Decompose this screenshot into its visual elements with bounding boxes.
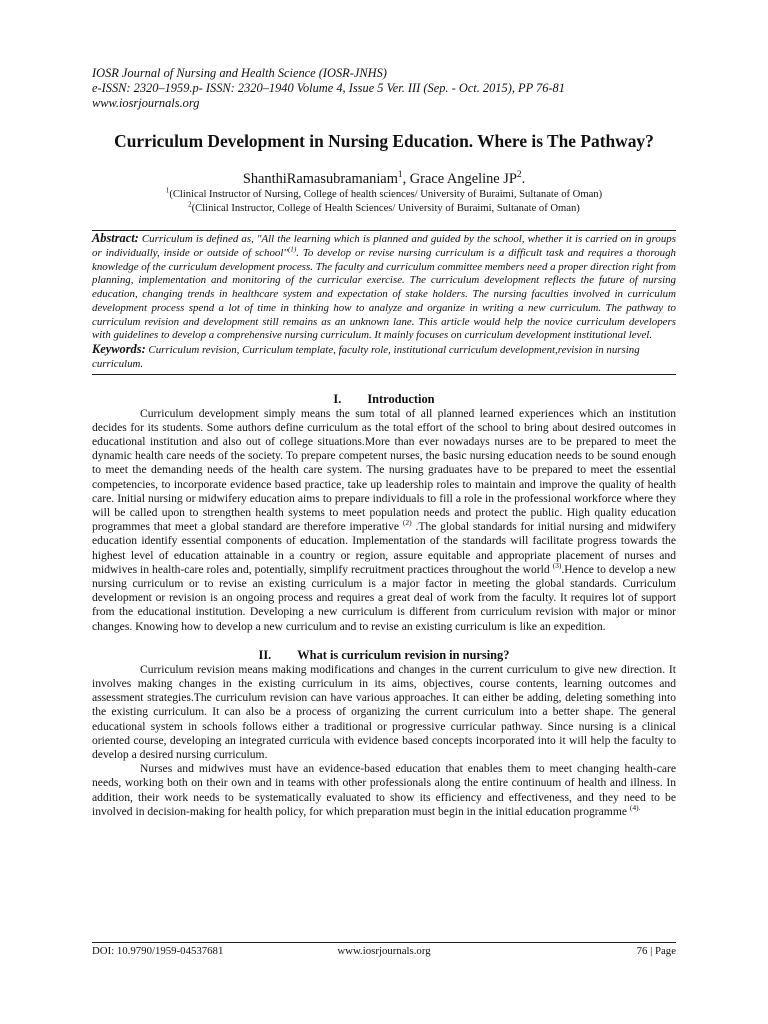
affiliation-1-mark: 1 [165,187,170,195]
citation-4: (4). [629,802,641,812]
footer-doi: DOI: 10.9790/1959-04537681 [92,945,224,957]
affiliation-2-text: (Clinical Instructor, College of Health Sciences/ University of Buraimi, Sultanate of Oman) [191,203,580,214]
author-2: Grace Angeline JP [409,171,517,187]
section-heading-introduction [92,392,676,407]
affiliation-2 [92,202,676,216]
intro-text-part-2: .The global standards for initial nursing and midwifery education identify essential components of education. Implementation of the standards will facilitate progress towards the highest level of education attainable in a country or region, assure equitable and appropriate placement of nurses and midwives in health-care roles and, potentially, simplify recruitment practices throughout the world [92,520,676,576]
author-2-affil-mark: 2 [516,170,522,181]
footer-page-number: 76 | Page [636,945,676,957]
paper-page [92,66,676,819]
abstract-text-part-1: Curriculum is defined as, "All the learning which is planned and guided by the school, whether it is carried on in groups or individually, inside or outside of school" [92,233,676,259]
citation-2: (2) [402,518,412,528]
introduction-paragraph [92,407,676,634]
section-2-title: What is curriculum revision in nursing? [297,647,510,662]
abstract-block [92,230,676,375]
affiliation-2-mark: 2 [188,201,192,209]
keywords-text: Curriculum revision, Curriculum template, faculty role, institutional curriculum development,revision in nursing curriculum. [92,344,640,370]
section-1-title: Introduction [367,391,435,406]
revision-paragraph-1: Curriculum revision means making modifications and changes in the current curriculum to give new direction. It involves making changes in the existing curriculum in its aims, objectives, course contents, learning outcomes and assessment strategies.The curriculum revision can have various approaches. It can either be adding, deleting something into the existing curriculum. It can also be a process of organizing the current curriculum into a better shape. The general educational system in schools follows either a traditional or progressive curricular pathway. Since nursing is a clinical oriented course, developing an integrated curricula with evidence based concepts incorporated into it will help the faculty to develop a desired nursing curriculum. [92,662,676,761]
footer-website: www.iosrjournals.org [337,945,431,957]
author-line [92,170,676,188]
abstract-label: Abstract: [92,231,139,245]
author-1: ShanthiRamasubramaniam [242,171,398,187]
affiliation-1 [92,188,676,202]
intro-text-part-1: Curriculum development simply means the sum total of all planned learned experiences which an institution decides for its students. Some authors define curriculum as the total effort of the school to bring about desired outcomes in educational institution and also out of college situations.More than ever nowadays nurses are to be prepared to meet the dynamic health care needs of the society. To prepare competent nurses, the basic nursing education needs to be sound enough to meet the demanding needs of the health care system. The nursing graduates have to be prepared to meet the essential competencies, to incorporate evidence based practice, take up leadership roles to maintain and improve the quality of health care. Initial nursing or midwifery education aims to prepare individuals to fill a role in the professional workforce where they will be called upon to strengthen health systems to meet population needs and protect the public. High quality education programmes that meet a global standard are therefore imperative [92,406,676,534]
page-footer [92,942,676,957]
affiliation-1-text: (Clinical Instructor of Nursing, College of health sciences/ University of Buraimi, Sultanate of Oman) [169,189,603,200]
author-separator: , [402,171,410,187]
section-2-number: II. [258,647,272,662]
author-line-end: . [521,171,526,187]
abstract-text-part-2: . To develop or revise nursing curriculum is a difficult task and requires a thorough knowledge of the curriculum development process. The faculty and curriculum committee members need a proper direction right from planning, implementation and monitoring of the curricular exercise. The curriculum development reflects the future of nursing education, changing trends in healthcare system and expectation of stake holders. The nursing faculties involved in curriculum development process spend a lot of time in thinking how to analyze and organize in writing a new curriculum. The pathway to curriculum revision and development still remains as an unknown lane. This article would help the novice curriculum developers with guidelines to develop a comprehensive nursing curriculum. It mainly focuses on curriculum development institutional level. [92,246,676,342]
journal-website: www.iosrjournals.org [92,96,200,110]
keywords [92,343,676,372]
section-1-number: I. [333,391,342,406]
paper-title: Curriculum Development in Nursing Education. Where is The Pathway? [114,131,654,151]
revision-p2-text: Nurses and midwives must have an evidence-based education that enables them to meet changing health-care needs, working both on their own and in teams with other professionals along the entire continuum of health and illness. In addition, their work needs to be systematically evaluated to show its efficiency and effectiveness, and they need to be involved in decision-making for health policy, for which preparation must begin in the initial education programme [92,762,676,818]
section-heading-curriculum-revision [92,648,676,663]
abstract [92,232,676,343]
keywords-label: Keywords: [92,342,146,356]
author-1-affil-mark: 1 [397,170,403,181]
intro-text-part-3: .Hence to develop a new nursing curriculum or to revise an existing curriculum is a major factor in meeting the global standards. Curriculum development or revision is an ongoing process and requires a great deal of work from the faculty. It requires lot of support from the educational institution. Developing a new curriculum is different from curriculum revision with major or minor changes. Knowing how to develop a new curriculum and to revise an existing curriculum is like an expedition. [92,562,677,633]
journal-issn-line: e-ISSN: 2320–1959.p- ISSN: 2320–1940 Volume 4, Issue 5 Ver. III (Sep. - Oct. 2015), PP 76-81 [92,81,565,95]
revision-paragraph-2 [92,762,676,819]
journal-name: IOSR Journal of Nursing and Health Science (IOSR-JNHS) [92,66,387,80]
citation-3: (3) [552,560,562,570]
abstract-citation: (1) [287,245,297,254]
